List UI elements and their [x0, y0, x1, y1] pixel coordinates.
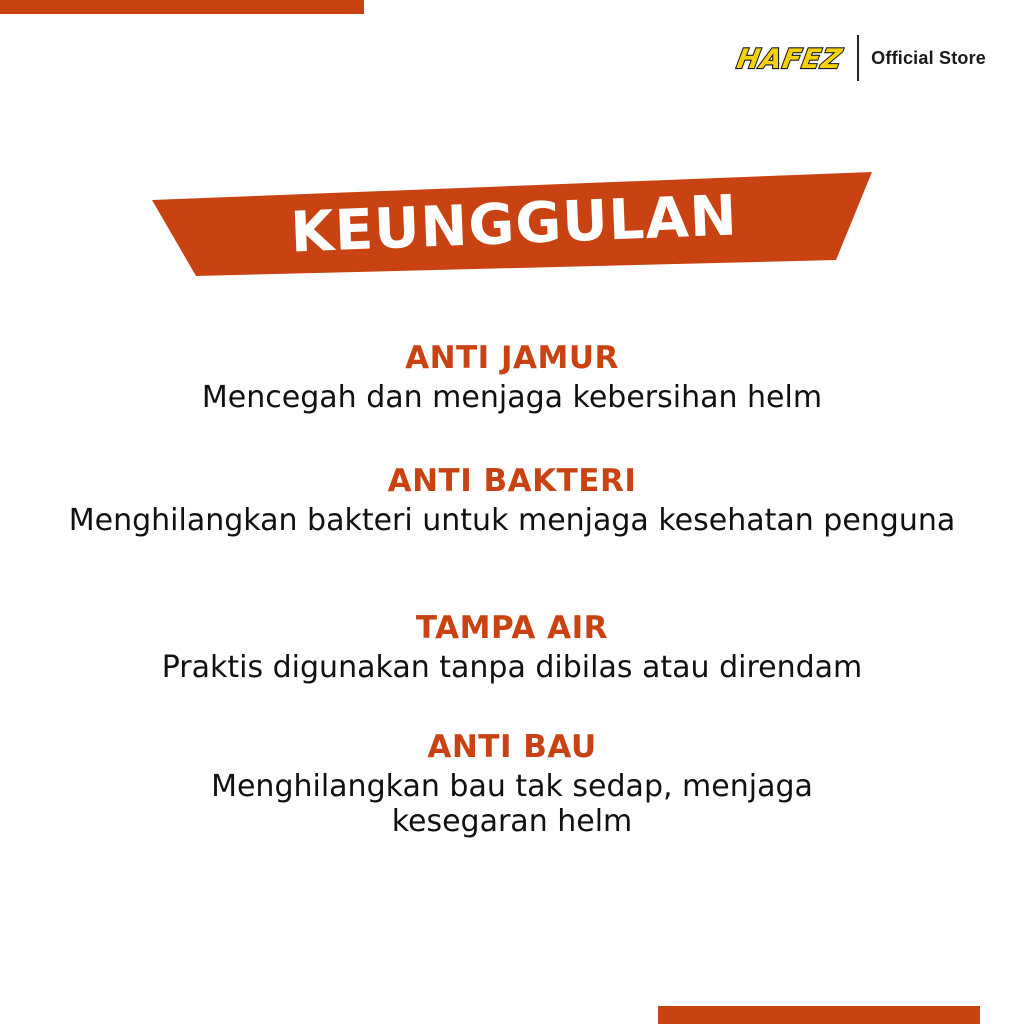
- brand-header: [729, 34, 986, 82]
- feature-description: Menghilangkan bau tak sedap, menjaga kesegaran helm: [211, 769, 813, 839]
- title-banner: [152, 168, 876, 280]
- top-accent-bar: [0, 0, 364, 14]
- feature-title: ANTI BAKTERI: [387, 463, 637, 499]
- feature-anti-jamur: [0, 340, 1024, 415]
- feature-description: Praktis digunakan tanpa dibilas atau direndam: [161, 650, 863, 685]
- bottom-accent-bar: [658, 1006, 980, 1024]
- banner-title: KEUNGGULAN: [289, 183, 739, 266]
- feature-title: TAMPA AIR: [415, 610, 609, 646]
- brand-divider: [857, 35, 859, 81]
- feature-anti-bakteri: [0, 463, 1024, 538]
- feature-tampa-air: [0, 610, 1024, 685]
- official-store-label: Official Store: [871, 47, 986, 68]
- hafez-logo: [729, 41, 847, 75]
- feature-title: ANTI JAMUR: [405, 340, 619, 376]
- feature-title: ANTI BAU: [427, 729, 597, 765]
- feature-description: Mencegah dan menjaga kebersihan helm: [201, 380, 823, 415]
- feature-description: Menghilangkan bakteri untuk menjaga kesehatan penguna: [68, 503, 956, 538]
- feature-anti-bau: [0, 729, 1024, 839]
- hafez-logo-text: HAFEZ: [734, 44, 846, 75]
